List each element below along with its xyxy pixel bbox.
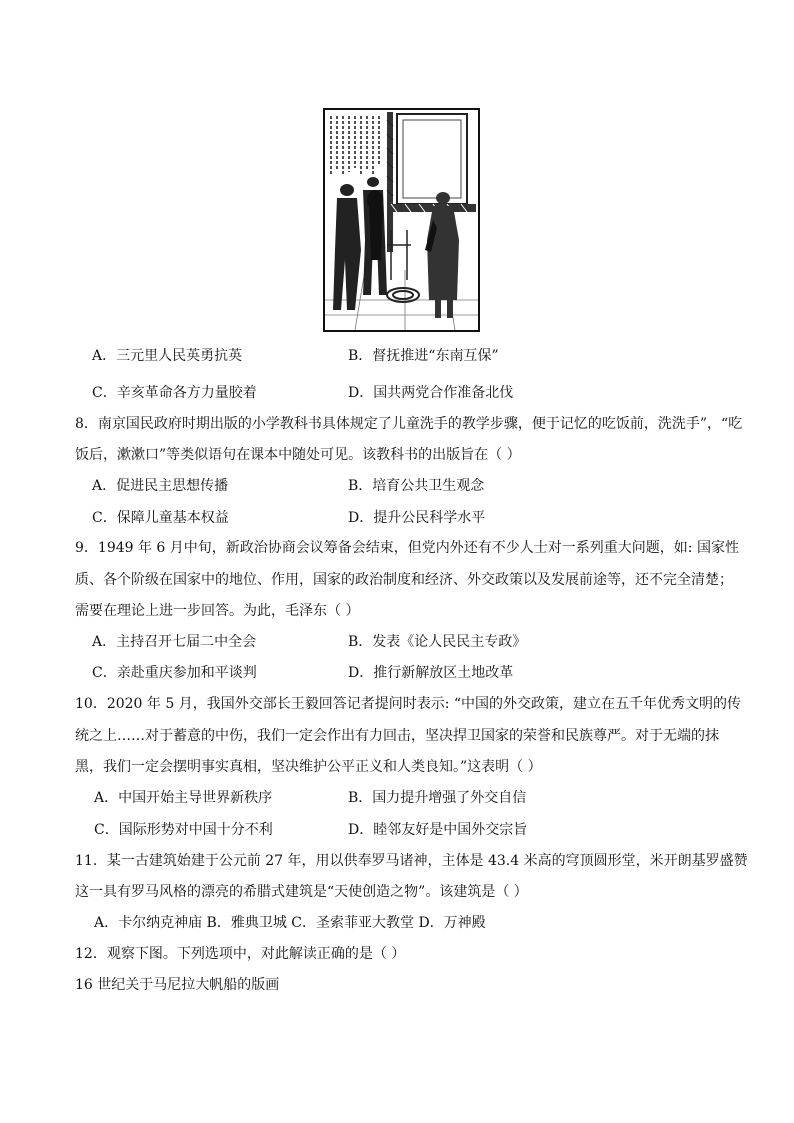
q8-option-d: D．提升公民科学水平 (348, 510, 486, 526)
q7-option-b: B．督抚推进“东南互保” (348, 348, 499, 364)
q11-stem-line-1: 11．某一古建筑始建于公元前 27 年，用以供奉罗马诸神，主体是 43.4 米高的穹顶圆形堂，米开朗基罗盛赞 (75, 853, 748, 869)
q9-option-d: D．推行新解放区土地改革 (348, 665, 514, 681)
q9-option-b: B．发表《论人民民主专政》 (348, 634, 527, 650)
q11-stem-line-2: 这一具有罗马风格的漂亮的希腊式建筑是“天使创造之物”。该建筑是（ ） (75, 884, 528, 900)
q10-option-c: C．国际形势对中国十分不利 (94, 822, 273, 838)
q10-stem-line-1: 10．2020 年 5 月，我国外交部长王毅回答记者提问时表示: “中国的外交政策，建立在五千年优秀文明的传 (75, 696, 742, 712)
q12-figure-caption: 16 世纪关于马尼拉大帆船的版画 (75, 977, 280, 993)
q10-option-a: A．中国开始主导世界新秩序 (94, 790, 273, 806)
q8-option-b: B．培育公共卫生观念 (348, 478, 485, 494)
q10-option-b: B．国力提升增强了外交自信 (348, 790, 527, 806)
q8-option-a: A．促进民主思想传播 (92, 478, 229, 494)
q10-option-d: D．睦邻友好是中国外交宗旨 (348, 822, 528, 838)
q10-stem-line-3: 黑，我们一定会摆明事实真相，坚决维护公平正义和人类良知。”这表明（ ） (75, 759, 542, 775)
q11-options: A．卡尔纳克神庙 B．雅典卫城 C．圣索菲亚大教堂 D．万神殿 (94, 915, 486, 931)
woodcut-illustration-art (325, 110, 478, 330)
q8-stem-line-1: 8．南京国民政府时期出版的小学教科书具体规定了儿童洗手的教学步骤，便于记忆的吃饭前，洗洗手”，“吃 (75, 416, 743, 432)
q9-stem-line-1: 9．1949 年 6 月中旬，新政治协商会议筹备会结束，但党内外还有不少人士对一系列重大问题，如: 国家性 (75, 540, 739, 556)
q9-stem-line-2: 质、各个阶级在国家中的地位、作用，国家的政治制度和经济、外交政策以及发展前途等，还不完全清楚； (75, 572, 733, 588)
q9-option-c: C．亲赴重庆参加和平谈判 (92, 665, 257, 681)
q9-option-a: A．主持召开七届二中全会 (92, 634, 257, 650)
q8-option-c: C．保障儿童基本权益 (92, 510, 229, 526)
q7-option-c: C．辛亥革命各方力量胶着 (92, 385, 257, 401)
q10-stem-line-2: 统之上……对于蓄意的中伤，我们一定会作出有力回击，坚决捍卫国家的荣誉和民族尊严。对于无端的抹 (75, 728, 719, 744)
q7-option-d: D．国共两党合作准备北伐 (348, 385, 514, 401)
q7-option-a: A．三元里人民英勇抗英 (92, 348, 243, 364)
q8-stem-line-2: 饭后，漱漱口”等类似语句在课本中随处可见。该教科书的出版旨在（ ） (75, 447, 521, 463)
woodcut-illustration (323, 108, 480, 332)
q12-stem: 12．观察下图。下列选项中，对此解读正确的是（ ） (75, 946, 406, 962)
q9-stem-line-3: 需要在理论上进一步回答。为此，毛泽东（ ） (75, 603, 360, 619)
